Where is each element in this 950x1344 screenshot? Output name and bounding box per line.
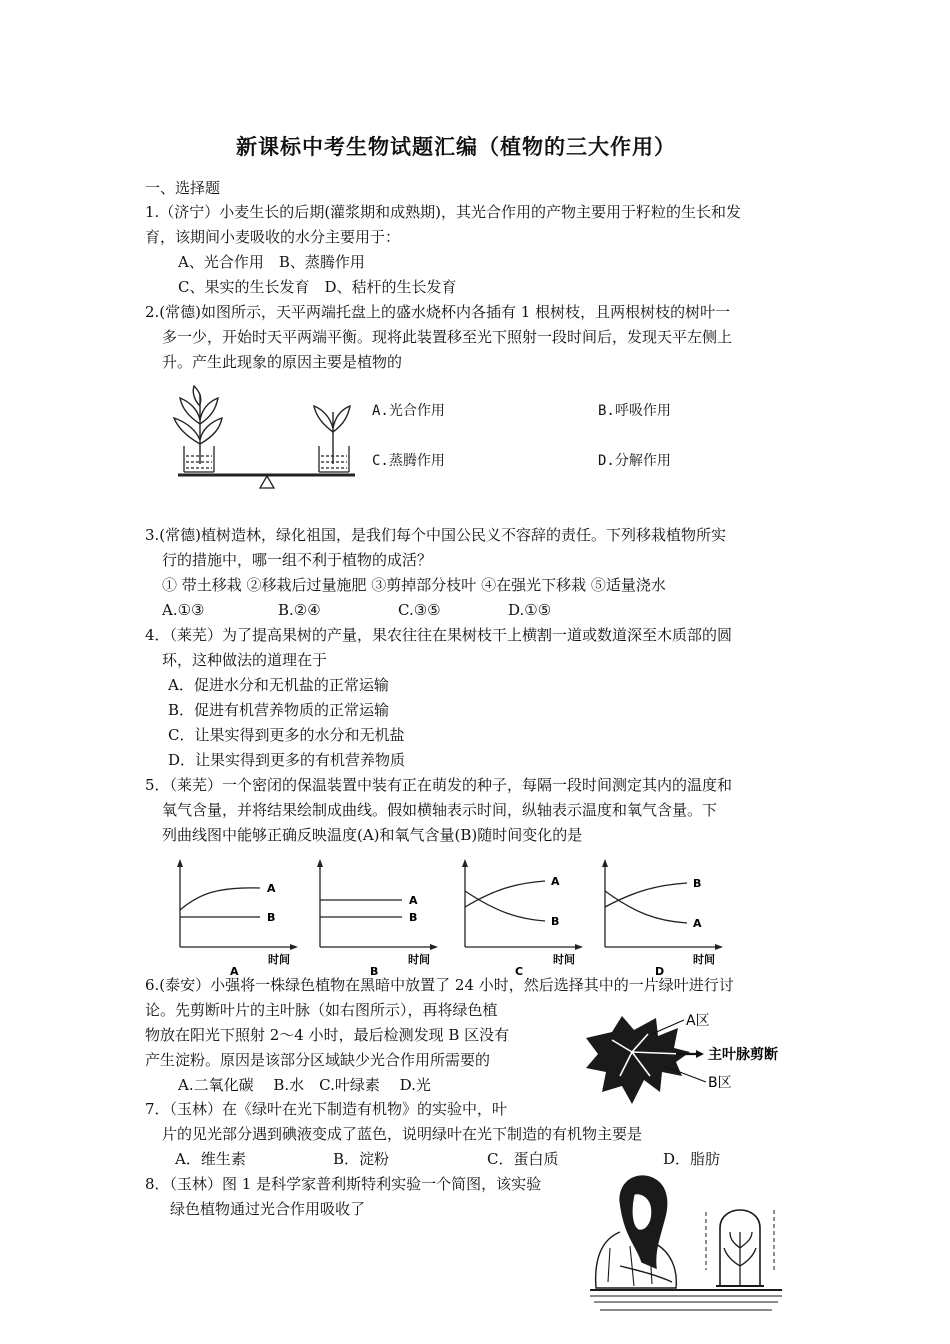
q4-option-b: B．促进有机营养物质的正常运输	[168, 701, 390, 719]
x-axis-label: 时间	[553, 953, 575, 966]
balance-figure	[170, 384, 360, 492]
q4-line-1: 4．（莱芜）为了提高果树的产量，果农往往在果树枝干上横割一道或数道深至木质部的圆	[145, 626, 733, 644]
balance-fulcrum	[260, 476, 274, 488]
q3-items: ① 带土移栽 ②移栽后过量施肥 ③剪掉部分枝叶 ④在强光下移栽 ⑤适量浇水	[162, 576, 666, 594]
q1-line-1: 1.（济宁）小麦生长的后期(灌浆期和成熟期)，其光合作用的产物主要用于籽粒的生长和发	[145, 203, 742, 221]
q2-option-b: B.呼吸作用	[598, 403, 671, 419]
graph-panel-d	[595, 855, 735, 975]
curve-b-label: B	[409, 911, 418, 924]
q1-options-1: A、光合作用 B、蒸腾作用	[178, 253, 365, 271]
x-axis-label: 时间	[693, 953, 715, 966]
q1-line-2: 育，该期间小麦吸收的水分主要用于：	[145, 228, 401, 246]
curve-b	[465, 891, 545, 921]
q2-option-d: D.分解作用	[598, 453, 671, 469]
q4-option-c: C．让果实得到更多的水分和无机盐	[168, 726, 405, 744]
curve-a	[180, 888, 260, 910]
q4-option-a: A．促进水分和无机盐的正常运输	[168, 676, 389, 694]
curve-a	[465, 881, 545, 907]
priestley-illustration	[590, 1170, 782, 1320]
left-branch	[174, 386, 222, 464]
left-beaker	[184, 446, 214, 472]
q2-line-3: 升。产生此现象的原因主要是植物的	[162, 353, 403, 371]
q3-line-1: 3.(常德)植树造林，绿化祖国，是我们每个中国公民义不容辞的责任。下列移栽植物所实	[145, 526, 727, 544]
q7-option-c: C．蛋白质	[487, 1150, 559, 1168]
right-beaker	[319, 446, 349, 472]
x-axis-label: 时间	[408, 953, 430, 966]
q7-option-a: A．维生素	[175, 1150, 246, 1168]
q8-line-2: 绿色植物通过光合作用吸收了	[170, 1200, 366, 1218]
leaf-label-cut: 主叶脉剪断	[708, 1047, 778, 1063]
page-title: 新课标中考生物试题汇编（植物的三大作用）	[236, 134, 676, 159]
q3-option-b: B.②④	[278, 601, 321, 619]
q4-option-d: D．让果实得到更多的有机营养物质	[168, 751, 406, 769]
q3-option-c: C.③⑤	[398, 601, 441, 619]
q7-option-b: B．淀粉	[333, 1150, 390, 1168]
panel-label: B	[370, 965, 379, 975]
panel-label: C	[515, 965, 524, 975]
leaf-label-b: B区	[708, 1075, 732, 1091]
q5-line-2: 氧气含量，并将结果绘制成曲线。假如横轴表示时间，纵轴表示温度和氧气含量。下	[162, 801, 718, 819]
jar-plant	[724, 1232, 756, 1286]
curve-a-label: A	[267, 882, 276, 895]
q6-line-1: 6.(泰安）小强将一株绿色植物在黑暗中放置了 24 小时，然后选择其中的一片绿叶进行讨	[145, 976, 734, 994]
graph-panel-b	[310, 855, 450, 975]
q1-options-2: C、果实的生长发育 D、秸杆的生长发育	[178, 278, 457, 296]
curve-a	[605, 891, 687, 923]
curve-a-label: A	[693, 917, 702, 930]
q7-line-1: 7．（玉林）在《绿叶在光下制造有机物》的实验中，叶	[145, 1100, 508, 1118]
panel-label: D	[655, 965, 665, 975]
curve-b	[605, 883, 687, 907]
curve-b-label: B	[267, 911, 276, 924]
q2-option-a: A.光合作用	[372, 403, 445, 419]
graph-panel-a	[170, 855, 310, 975]
panel-label: A	[230, 965, 239, 975]
scientist-arm	[620, 1266, 672, 1282]
q2-option-c: C.蒸腾作用	[372, 453, 445, 469]
curve-b-label: B	[551, 915, 560, 928]
q5-line-1: 5．（莱芜）一个密闭的保温装置中装有正在萌发的种子，每隔一段时间测定其内的温度和	[145, 776, 733, 794]
q6-options: A.二氧化碳 B.水 C.叶绿素 D.光	[178, 1076, 431, 1094]
q7-line-2: 片的见光部分遇到碘液变成了蓝色，说明绿叶在光下制造的有机物主要是	[162, 1125, 643, 1143]
curve-b-label: B	[693, 877, 702, 890]
q3-option-a: A.①③	[162, 601, 205, 619]
q4-line-2: 环，这种做法的道理在于	[162, 651, 328, 669]
leaf-figure	[572, 1006, 802, 1118]
q5-line-3: 列曲线图中能够正确反映温度(A)和氧气含量(B)随时间变化的是	[162, 826, 583, 844]
curve-a-label: A	[409, 894, 418, 907]
q6-line-2: 论。先剪断叶片的主叶脉（如右图所示），再将绿色植	[145, 1001, 498, 1019]
leaf-label-a: A区	[686, 1013, 710, 1029]
q3-line-2: 行的措施中，哪一组不利于植物的成活？	[162, 551, 433, 569]
q2-line-2: 多一少，开始时天平两端平衡。现将此装置移至光下照射一段时间后，发现天平左侧上	[162, 328, 733, 346]
section-heading: 一、选择题	[145, 179, 221, 197]
q2-line-1: 2.(常德)如图所示，天平两端托盘上的盛水烧杯内各插有 1 根树枝，且两根树枝的树叶一	[145, 303, 731, 321]
curve-a-label: A	[551, 875, 560, 888]
graph-panel-c	[455, 855, 595, 975]
x-axis-label: 时间	[268, 953, 290, 966]
q3-option-d: D.①⑤	[508, 601, 552, 619]
q7-option-d: D．脂肪	[663, 1150, 721, 1168]
q8-line-1: 8．（玉林）图 1 是科学家普利斯特利实验一个简图，该实验	[145, 1175, 542, 1193]
pointer-b	[664, 1066, 706, 1082]
q6-line-3: 物放在阳光下照射 2～4 小时，最后检测发现 B 区没有	[145, 1026, 510, 1044]
q6-line-4: 产生淀粉。原因是该部分区域缺少光合作用所需要的	[145, 1051, 491, 1069]
